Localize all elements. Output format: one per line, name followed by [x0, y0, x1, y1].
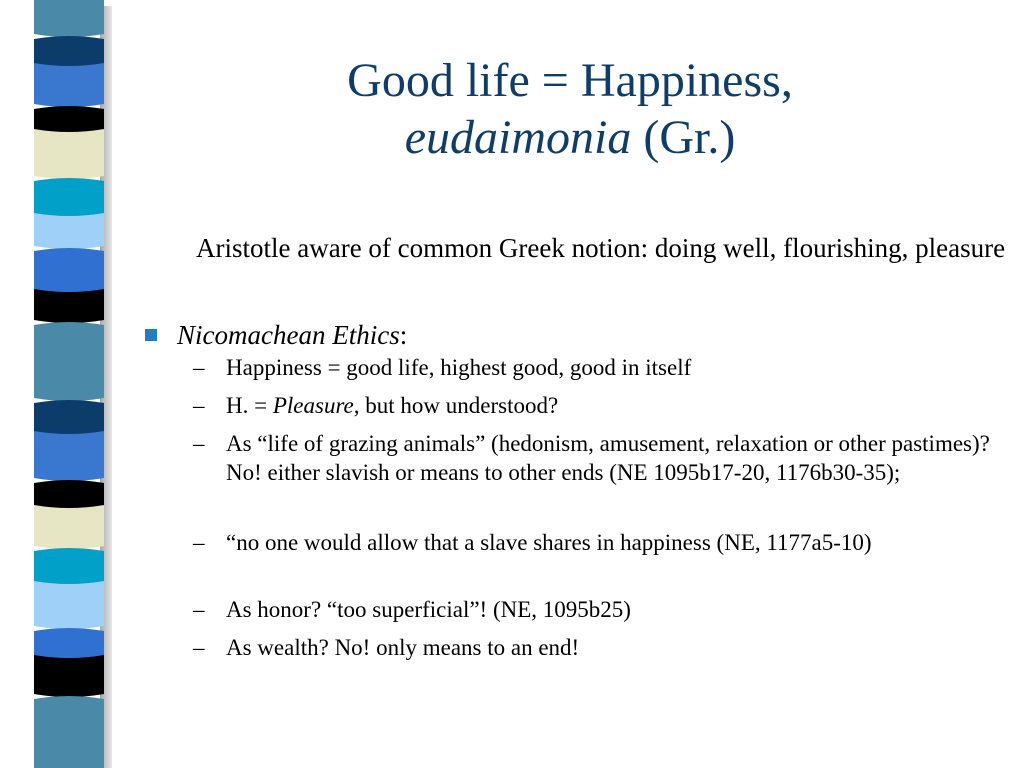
sub-bullet-text: As honor? “too superficial”! (NE, 1095b25)	[226, 597, 631, 622]
sub-bullet-italic: Pleasure	[272, 393, 354, 418]
stripe-band	[34, 431, 104, 481]
sub-bullet	[193, 595, 993, 624]
decorative-stripe	[34, 0, 104, 768]
dash-bullet-icon: –	[193, 597, 205, 622]
bullet-italic: Nicomachean Ethics	[177, 320, 400, 350]
title-line-2	[140, 109, 1000, 166]
stripe-band	[34, 735, 104, 768]
title-suffix: (Gr.)	[631, 111, 736, 164]
sub-bullet-text: Happiness = good life, highest good, good in itself	[226, 355, 692, 380]
bullet-item	[145, 318, 407, 352]
dash-bullet-icon: –	[193, 530, 205, 555]
stripe-band	[34, 322, 104, 368]
stripe-band	[34, 178, 104, 220]
stripe-band	[34, 361, 104, 401]
sub-bullet	[193, 391, 993, 420]
stripe-band	[34, 0, 104, 37]
sub-bullet-text: As wealth? No! only means to an end!	[226, 635, 580, 660]
square-bullet-icon	[145, 329, 157, 341]
stripe-band	[34, 505, 104, 549]
sub-bullet	[193, 633, 993, 662]
bullet-colon: :	[399, 320, 408, 350]
sub-bullet-text: As “life of grazing animals” (hedonism, amusement, relaxation or other pastimes)? No! either slavish or means to other ends (NE 1095b17-20, 1176b30-35);	[226, 431, 990, 485]
sub-bullet	[193, 429, 993, 487]
sub-bullet-text	[226, 391, 993, 420]
title-line-1: Good life = Happiness,	[347, 54, 793, 107]
stripe-band	[34, 129, 104, 179]
stripe-band	[34, 248, 104, 296]
intro-paragraph: Aristotle aware of common Greek notion: doing well, flourishing, pleasure	[196, 233, 1006, 263]
sub-bullet	[193, 528, 993, 557]
dash-bullet-icon: –	[193, 355, 205, 380]
sub-bullet-post: , but how understood?	[353, 393, 559, 418]
stripe-band	[34, 289, 104, 323]
stripe-band	[34, 548, 104, 588]
dash-bullet-icon: –	[193, 431, 205, 456]
stripe-band	[34, 581, 104, 629]
stripe-band	[34, 400, 104, 438]
stripe-band	[34, 63, 104, 107]
title-italic-word: eudaimonia	[404, 111, 632, 164]
sub-bullet-text: “no one would allow that a slave shares in happiness (NE, 1177a5-10)	[226, 530, 872, 555]
slide-title	[140, 52, 1000, 166]
sub-bullet-pre: H. =	[226, 393, 273, 418]
dash-bullet-icon: –	[193, 393, 205, 418]
stripe-band	[34, 655, 104, 697]
stripe-band	[34, 213, 104, 249]
stripe-band	[34, 696, 104, 742]
sub-bullet	[193, 353, 993, 382]
dash-bullet-icon: –	[193, 635, 205, 660]
